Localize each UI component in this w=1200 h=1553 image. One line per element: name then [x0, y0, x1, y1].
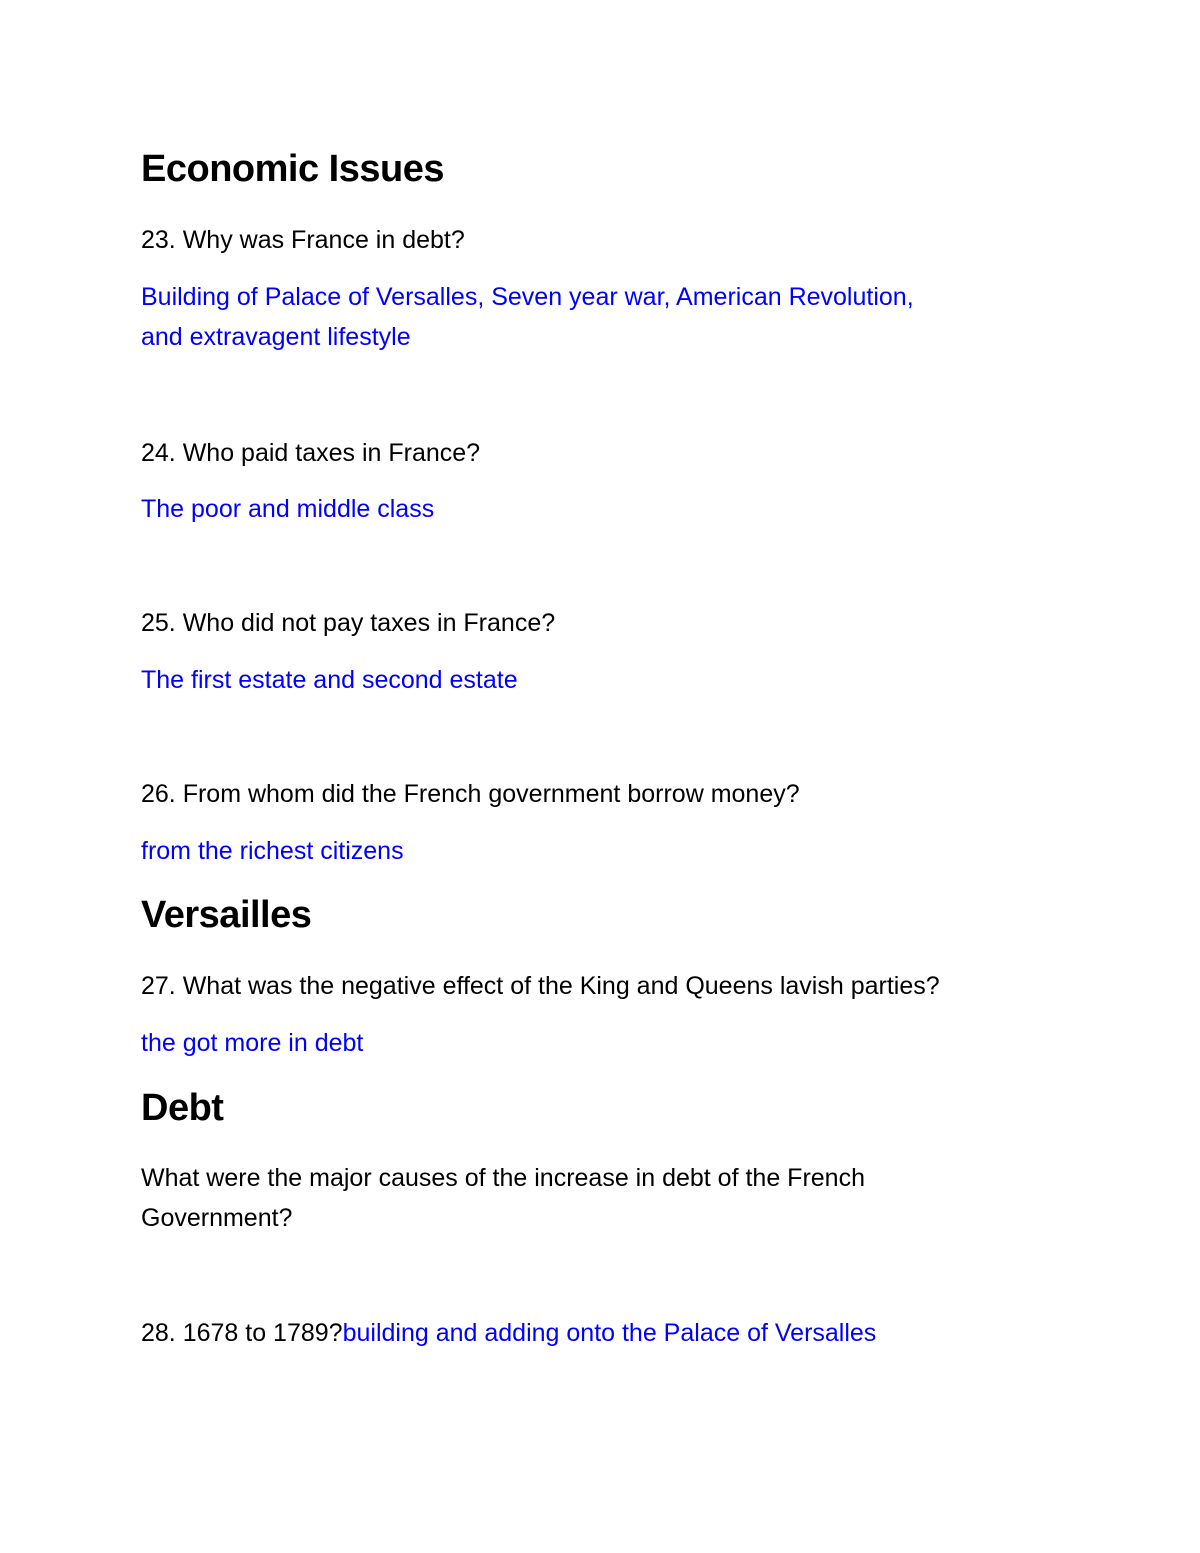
answer-26: from the richest citizens [141, 837, 404, 865]
question-28: 28. 1678 to 1789? [141, 1319, 343, 1347]
question-23: 23. Why was France in debt? [141, 226, 465, 254]
heading-economic-issues: Economic Issues [141, 148, 444, 190]
answer-27: the got more in debt [141, 1029, 364, 1057]
answer-23-line-2: and extravagent lifestyle [141, 323, 411, 351]
debt-prompt-line-2: Government? [141, 1204, 293, 1232]
answer-25: The first estate and second estate [141, 666, 518, 694]
question-27: 27. What was the negative effect of the King and Queens lavish parties? [141, 972, 940, 1000]
question-25: 25. Who did not pay taxes in France? [141, 609, 556, 637]
heading-debt: Debt [141, 1087, 224, 1129]
answer-23-line-1: Building of Palace of Versalles, Seven year war, American Revolution, [141, 283, 914, 311]
question-24: 24. Who paid taxes in France? [141, 439, 481, 467]
question-26: 26. From whom did the French government borrow money? [141, 780, 800, 808]
heading-versailles: Versailles [141, 894, 312, 936]
question-28-row [141, 1319, 876, 1348]
answer-28: building and adding onto the Palace of Versalles [342, 1319, 877, 1347]
answer-24: The poor and middle class [141, 495, 435, 523]
debt-prompt-line-1: What were the major causes of the increase in debt of the French [141, 1164, 865, 1192]
